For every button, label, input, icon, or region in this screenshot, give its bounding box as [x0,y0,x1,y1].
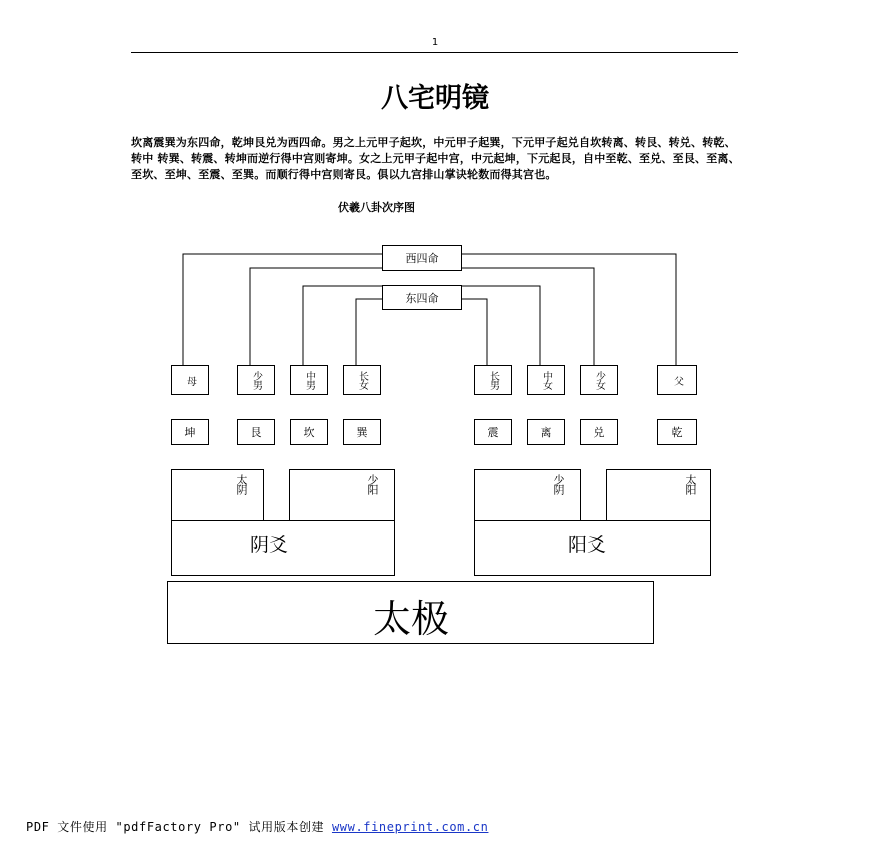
family-youngest-daughter: 少女 [580,365,618,395]
trigram-xun: 巽 [343,419,381,445]
family-middle-daughter: 中女 [527,365,565,395]
west-connector-inner-left [250,268,382,365]
greater-yin-label: 太阴 [235,474,248,494]
footer [26,818,488,835]
footer-link[interactable]: www.fineprint.com.cn [331,820,489,834]
yang-yao-label: 阳爻 [568,534,607,556]
east-connector-inner-right [461,299,487,365]
trigram-kan: 坎 [290,419,328,445]
diagram-title: 伏羲八卦次序图 [338,201,415,214]
trigram-qian: 乾 [657,419,697,445]
lesser-yang-box [289,469,395,521]
greater-yang-box [606,469,711,521]
trigram-kun: 坤 [171,419,209,445]
west-four-label: 西四命 [405,252,439,265]
family-youngest-son: 少男 [237,365,275,395]
yang-yao-box [474,520,711,576]
east-connector-left [303,286,382,365]
east-connector-right [461,286,540,365]
family-father: 父 [657,365,697,395]
family-mother: 母 [171,365,209,395]
trigram-zhen: 震 [474,419,512,445]
page-number: 1 [431,37,439,48]
yin-yao-box [171,520,395,576]
lesser-yang-label: 少阳 [366,474,379,494]
east-four-box [382,285,462,310]
lesser-yin-box [474,469,581,521]
trigram-li: 离 [527,419,565,445]
greater-yin-box [171,469,264,521]
taiji-label: 太极 [373,597,450,641]
west-four-box [382,245,462,271]
west-connector-right [461,254,676,365]
east-four-label: 东四命 [405,291,439,305]
trigram-gen: 艮 [237,419,275,445]
intro-paragraph: 坎离震巽为东四命，乾坤艮兑为西四命。男之上元甲子起坎，中元甲子起巽，下元甲子起兑自坎转离、转艮、转兑、转乾、转中 转巽、转震、转坤而逆行得中宫则寄坤。女之上元甲子起中宫，中元起坤，下元起艮，自中至乾、至兑、至艮、至离、至坎、至坤、至震、至巽。而顺行得中宫则寄艮。俱以九宫排山掌诀轮数而得其宫也。 [131,136,740,181]
family-eldest-daughter: 长女 [343,365,381,395]
family-middle-son: 中男 [290,365,328,395]
footer-text: PDF 文件使用 "pdfFactory Pro" 试用版本创建 [26,820,332,834]
page-title: 八宅明镜 [381,83,489,114]
trigram-dui: 兑 [580,419,618,445]
west-connector-left [183,254,382,365]
greater-yang-label: 太阳 [684,474,697,494]
lesser-yin-label: 少阴 [552,474,565,494]
east-connector-inner-left [356,299,382,365]
yin-yao-label: 阴爻 [250,534,289,556]
taiji-box [167,581,654,644]
family-eldest-son: 长男 [474,365,512,395]
west-connector-inner-right [461,268,594,365]
